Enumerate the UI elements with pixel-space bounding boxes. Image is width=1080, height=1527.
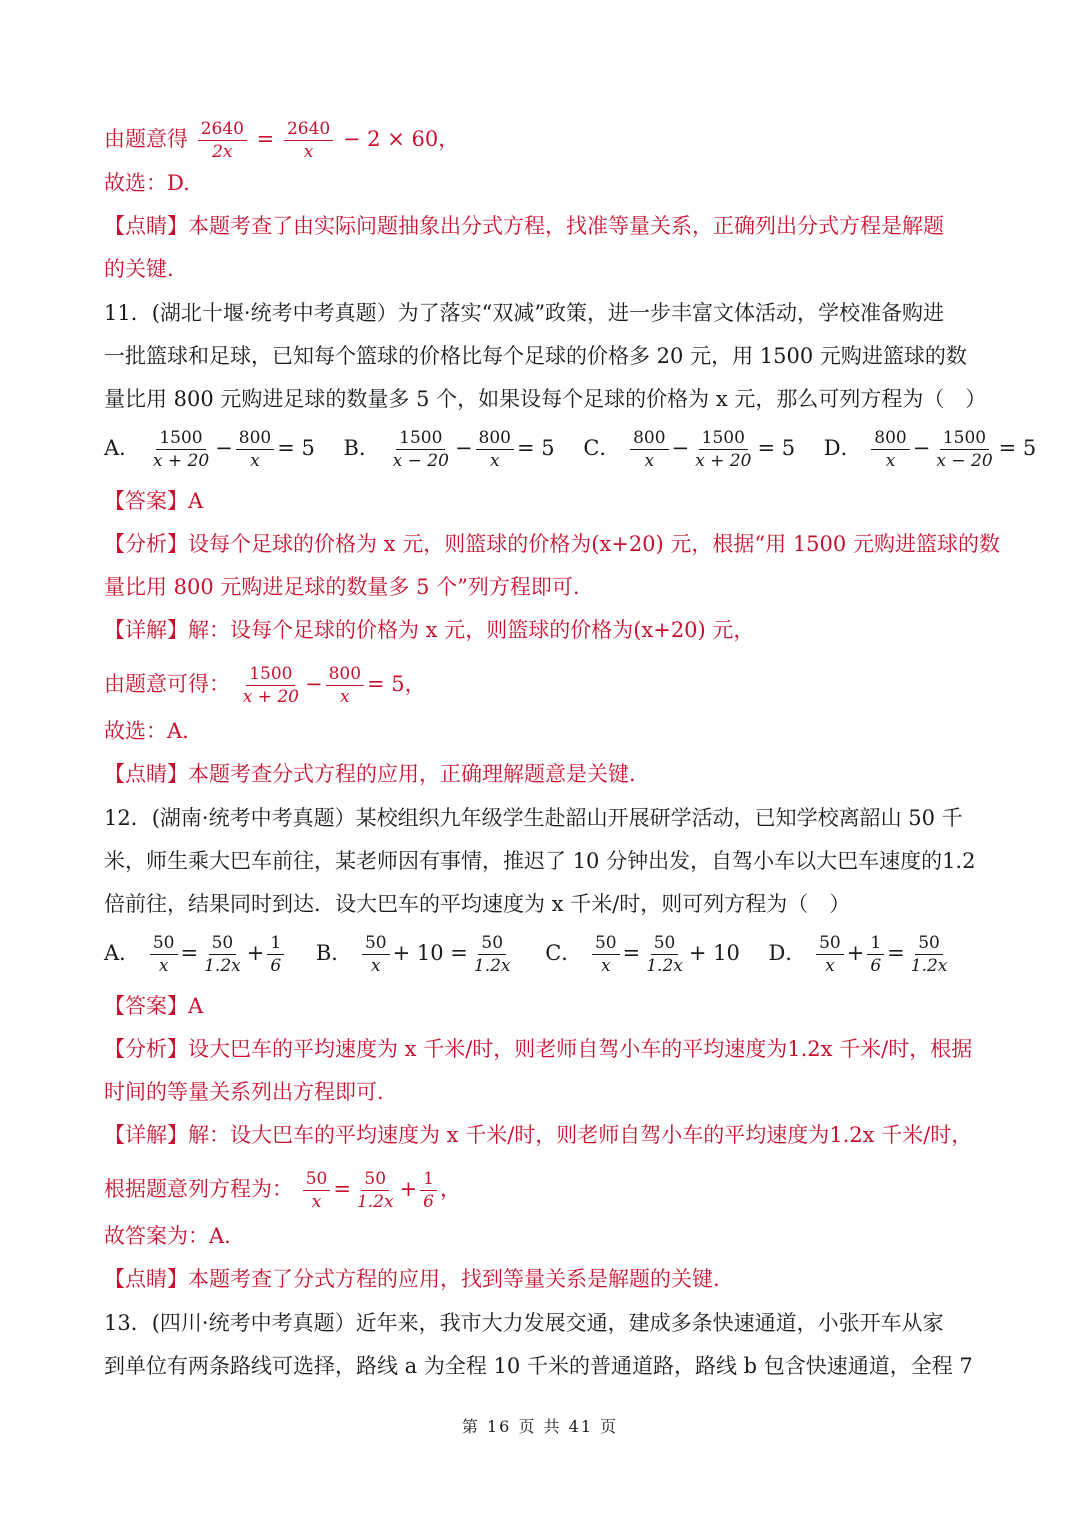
numerator: 50 (592, 932, 620, 955)
answer-value: A (188, 489, 204, 513)
fraction (816, 932, 844, 977)
q11-option-a (104, 427, 315, 472)
minus-sign: − (912, 436, 931, 460)
q11-stem-line1: 11．(湖北十堰·统考中考真题）为了落实“双减”政策，进一步丰富文体活动，学校准备购进 (104, 301, 945, 325)
q10-remark-line1 (104, 211, 984, 241)
denominator: 1.2x (646, 956, 683, 976)
denominator: x (825, 956, 835, 976)
q13-stem-line1: 13．(四川·统考中考真题）近年来，我市大力发展交通，建成多条快速通道，小张开车从家 (104, 1311, 944, 1335)
detail-tag: 【详解】 (104, 618, 188, 642)
option-label: C． (583, 436, 621, 460)
numerator: 1500 (699, 427, 748, 450)
numerator: 50 (362, 932, 390, 955)
q12-options (104, 932, 984, 977)
numerator: 50 (150, 932, 178, 955)
fraction (326, 663, 364, 708)
fraction (303, 1168, 331, 1213)
numerator: 1500 (940, 427, 989, 450)
plus-10: + 10 (688, 941, 740, 965)
q11-options (104, 427, 1037, 472)
denominator: x (311, 1192, 322, 1212)
denominator: x (250, 451, 260, 471)
q11-detail-line1 (104, 615, 984, 645)
denominator: x + 20 (242, 687, 299, 707)
fraction (630, 427, 668, 472)
q11-detail-equation (104, 663, 984, 708)
q11-option-d (824, 427, 1037, 472)
fraction (471, 932, 514, 977)
numerator: 2640 (198, 118, 247, 141)
footer-suffix: 页 (600, 1417, 619, 1436)
fraction (267, 932, 284, 977)
denominator: x (158, 956, 169, 976)
answer-tag: 【答案】 (104, 994, 188, 1018)
rhs: = 5， (367, 672, 426, 696)
numerator: 1 (867, 932, 884, 955)
plus-sign: + (399, 1177, 418, 1201)
numerator: 50 (361, 1168, 389, 1191)
minus-sign: − (454, 436, 473, 460)
equals-sign: = (180, 941, 199, 965)
denominator: x (644, 451, 655, 471)
answer-value: A (188, 994, 204, 1018)
analysis-tag: 【分析】 (104, 532, 188, 556)
q11-option-b (344, 427, 555, 472)
q11-analysis-line2: 量比用 800 元购进足球的数量多 5 个”列方程即可. (104, 575, 580, 599)
option-label: C． (545, 941, 583, 965)
denominator: x (303, 142, 314, 162)
page-footer (0, 1414, 1080, 1437)
analysis-tag: 【分析】 (104, 1037, 188, 1061)
q10-eq-prefix: 由题意得 (104, 127, 188, 151)
q12-detail-equation (104, 1168, 984, 1213)
minus-sign: − (671, 436, 690, 460)
q12-stem-line3: 倍前往，结果同时到达．设大巴车的平均速度为 x 千米/时，则可列方程为（ ） (104, 892, 851, 916)
analysis-text: 设每个足球的价格为 x 元，则篮球的价格为(x+20) 元，根据“用 1500 元购进篮球的数 (188, 532, 1000, 556)
fraction (592, 932, 620, 977)
numerator: 1 (420, 1168, 437, 1191)
rhs: = 5 (998, 436, 1037, 460)
denominator: 2x (212, 142, 233, 162)
numerator: 50 (478, 932, 506, 955)
q11-stem-line3: 量比用 800 元购进足球的数量多 5 个，如果设每个足球的价格为 x 元，那么可列方程为（ ） (104, 387, 987, 411)
rhs: = 5 (517, 436, 555, 460)
numerator: 50 (915, 932, 943, 955)
fraction (362, 932, 390, 977)
fraction (354, 1168, 397, 1213)
q10-remark-line2: 的关键. (104, 257, 174, 281)
numerator: 800 (476, 427, 514, 450)
denominator: 6 (423, 1192, 434, 1212)
fraction (692, 427, 754, 472)
numerator: 50 (651, 932, 679, 955)
equals-sign: = (333, 1177, 351, 1201)
fraction (908, 932, 951, 977)
fraction (420, 1168, 437, 1213)
numerator: 1500 (396, 427, 445, 450)
footer-mid: 页 共 (518, 1417, 562, 1436)
fraction (867, 932, 884, 977)
equals-sign: = (622, 941, 641, 965)
q12-analysis-line1 (104, 1034, 984, 1064)
q12-choice: 故答案为：A. (104, 1224, 231, 1248)
numerator: 50 (209, 932, 237, 955)
option-label: B． (315, 941, 353, 965)
q10-choice: 故选：D. (104, 171, 190, 195)
remark-tag: 【点睛】 (104, 214, 188, 238)
numerator: 800 (630, 427, 668, 450)
fraction (390, 427, 452, 472)
q12-option-a (104, 932, 287, 977)
page-number: 16 (487, 1417, 512, 1436)
q11-option-c (583, 427, 795, 472)
q12-remark (104, 1264, 984, 1294)
plus-sign: + (846, 941, 865, 965)
q12-stem-line2: 米，师生乘大巴车前往，某老师因有事情，推迟了 10 分钟出发，自驾小车以大巴车速度的1.2 (104, 849, 976, 873)
equals-sign: = (887, 941, 905, 965)
denominator: 6 (870, 956, 882, 976)
fraction (236, 427, 274, 472)
denominator: x − 20 (392, 451, 449, 471)
fraction (150, 427, 212, 472)
detail-tag: 【详解】 (104, 1123, 188, 1147)
remark-text: 本题考查分式方程的应用，正确理解题意是关键. (188, 762, 636, 786)
option-label: A． (104, 941, 141, 965)
fraction (871, 427, 909, 472)
numerator: 1 (267, 932, 284, 955)
fraction (198, 118, 247, 163)
remark-tag: 【点睛】 (104, 762, 188, 786)
detail-text: 解：设每个足球的价格为 x 元，则篮球的价格为(x+20) 元， (188, 618, 755, 642)
rhs: = 5 (277, 436, 315, 460)
comma: ， (440, 1177, 461, 1201)
q12-option-d (769, 932, 954, 977)
numerator: 800 (236, 427, 274, 450)
denominator: x (371, 956, 381, 976)
fraction (476, 427, 514, 472)
remark-text: 本题考查了由实际问题抽象出分式方程，找准等量关系，正确列出分式方程是解题 (188, 214, 944, 238)
q13-stem-line2: 到单位有两条路线可选择，路线 a 为全程 10 千米的普通道路，路线 b 包含快速通道，全程 7 (104, 1354, 973, 1378)
denominator: x + 20 (695, 451, 752, 471)
plus-sign: + (246, 941, 265, 965)
remark-tag: 【点睛】 (104, 1267, 188, 1291)
q11-analysis-line1 (104, 529, 1000, 559)
footer-prefix: 第 (461, 1417, 480, 1436)
denominator: 1.2x (204, 956, 241, 976)
page-total: 41 (568, 1417, 593, 1436)
numerator: 1500 (156, 427, 205, 450)
equals-sign: = (256, 127, 275, 151)
q11-answer (104, 486, 984, 516)
denominator: 1.2x (910, 956, 948, 976)
q12-answer (104, 991, 984, 1021)
fraction (201, 932, 244, 977)
analysis-text: 设大巴车的平均速度为 x 千米/时，则老师自驾小车的平均速度为1.2x 千米/时，根据 (188, 1037, 973, 1061)
fraction (240, 663, 302, 708)
q12-detail-line1 (104, 1120, 984, 1150)
denominator: 6 (270, 956, 282, 976)
option-label: D． (768, 941, 807, 965)
denominator: x + 20 (152, 451, 210, 471)
detail-eq-prefix: 由题意可得： (104, 672, 230, 696)
fraction (150, 932, 178, 977)
q12-option-b (316, 932, 517, 977)
denominator: 1.2x (473, 956, 511, 976)
answer-tag: 【答案】 (104, 489, 188, 513)
denominator: x (340, 687, 350, 707)
q12-analysis-line2: 时间的等量关系列出方程即可. (104, 1080, 384, 1104)
denominator: x (600, 956, 611, 976)
q12-option-c (545, 932, 740, 977)
denominator: x − 20 (936, 451, 993, 471)
q12-stem-line1: 12．(湖南·统考中考真题）某校组织九年级学生赴韶山开展研学活动，已知学校离韶山 50 千 (104, 806, 963, 830)
denominator: x (489, 451, 500, 471)
fraction (284, 118, 333, 163)
option-label: B． (343, 436, 380, 460)
detail-eq-prefix: 根据题意列方程为： (104, 1177, 293, 1201)
q10-equation-line (104, 118, 984, 163)
remark-text: 本题考查了分式方程的应用，找到等量关系是解题的关键. (188, 1267, 720, 1291)
numerator: 800 (326, 663, 364, 686)
q11-stem-line2: 一批篮球和足球，已知每个篮球的价格比每个足球的价格多 20 元，用 1500 元购进篮球的数 (104, 344, 967, 368)
minus-sign: − (304, 672, 323, 696)
numerator: 50 (303, 1168, 331, 1191)
denominator: x (885, 451, 896, 471)
numerator: 800 (871, 427, 909, 450)
option-label: A． (104, 436, 141, 460)
q10-eq-tail: − 2 × 60， (342, 127, 460, 151)
q11-choice: 故选：A. (104, 719, 189, 743)
numerator: 2640 (284, 118, 333, 141)
fraction (933, 427, 995, 472)
rhs: = 5 (757, 436, 796, 460)
detail-text: 解：设大巴车的平均速度为 x 千米/时，则老师自驾小车的平均速度为1.2x 千米/时， (188, 1123, 973, 1147)
numerator: 1500 (246, 663, 295, 686)
q11-remark (104, 759, 984, 789)
fraction (643, 932, 686, 977)
option-label: D． (823, 436, 862, 460)
numerator: 50 (816, 932, 844, 955)
denominator: 1.2x (356, 1192, 394, 1212)
minus-sign: − (215, 436, 233, 460)
plus-10-equals: + 10 = (392, 941, 468, 965)
